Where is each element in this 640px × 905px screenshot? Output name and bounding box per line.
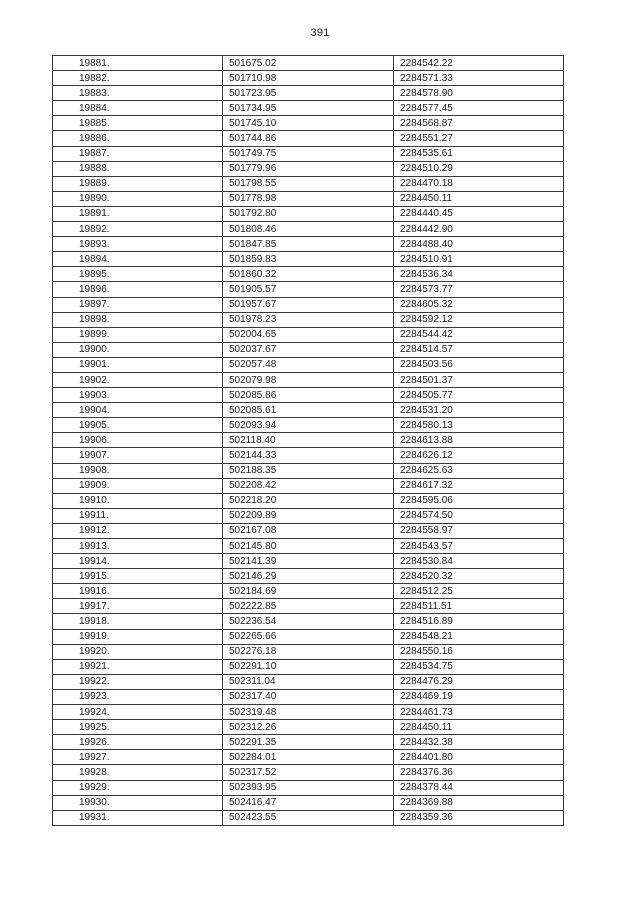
y-coordinate-cell: 2284550.16 (394, 644, 564, 659)
y-coordinate-cell: 2284536.34 (394, 267, 564, 282)
point-number-cell: 19920. (53, 644, 223, 659)
table-row (53, 101, 564, 116)
y-coordinate-cell: 2284613.88 (394, 433, 564, 448)
point-number-cell: 19903. (53, 388, 223, 403)
point-number-cell: 19917. (53, 599, 223, 614)
table-row (53, 206, 564, 221)
x-coordinate-cell: 502276.18 (223, 644, 394, 659)
y-coordinate-cell: 2284534.75 (394, 659, 564, 674)
table-row (53, 614, 564, 629)
x-coordinate-cell: 501957.67 (223, 297, 394, 312)
table-row (53, 659, 564, 674)
y-coordinate-cell: 2284514.57 (394, 342, 564, 357)
point-number-cell: 19930. (53, 795, 223, 810)
x-coordinate-cell: 502184.69 (223, 584, 394, 599)
x-coordinate-cell: 502312.26 (223, 720, 394, 735)
x-coordinate-cell: 501723.95 (223, 86, 394, 101)
y-coordinate-cell: 2284626.12 (394, 448, 564, 463)
x-coordinate-cell: 502222.85 (223, 599, 394, 614)
y-coordinate-cell: 2284488.40 (394, 237, 564, 252)
x-coordinate-cell: 501792.80 (223, 206, 394, 221)
point-number-cell: 19916. (53, 584, 223, 599)
x-coordinate-cell: 502085.86 (223, 388, 394, 403)
table-row (53, 71, 564, 86)
x-coordinate-cell: 501798.55 (223, 176, 394, 191)
x-coordinate-cell: 502145.80 (223, 539, 394, 554)
x-coordinate-cell: 502416.47 (223, 795, 394, 810)
y-coordinate-cell: 2284548.21 (394, 629, 564, 644)
x-coordinate-cell: 501675.02 (223, 56, 394, 71)
table-row (53, 342, 564, 357)
table-row (53, 357, 564, 372)
x-coordinate-cell: 502291.10 (223, 659, 394, 674)
x-coordinate-cell: 502004.65 (223, 327, 394, 342)
point-number-cell: 19888. (53, 161, 223, 176)
point-number-cell: 19904. (53, 403, 223, 418)
y-coordinate-cell: 2284551.27 (394, 131, 564, 146)
table-row (53, 146, 564, 161)
table-row (53, 388, 564, 403)
x-coordinate-cell: 501779.96 (223, 161, 394, 176)
table-row (53, 554, 564, 569)
y-coordinate-cell: 2284571.33 (394, 71, 564, 86)
y-coordinate-cell: 2284617.32 (394, 478, 564, 493)
table-row (53, 327, 564, 342)
point-number-cell: 19921. (53, 659, 223, 674)
point-number-cell: 19909. (53, 478, 223, 493)
point-number-cell: 19897. (53, 297, 223, 312)
y-coordinate-cell: 2284544.42 (394, 327, 564, 342)
x-coordinate-cell: 501778.98 (223, 191, 394, 206)
y-coordinate-cell: 2284605.32 (394, 297, 564, 312)
y-coordinate-cell: 2284432.38 (394, 735, 564, 750)
point-number-cell: 19929. (53, 780, 223, 795)
point-number-cell: 19915. (53, 569, 223, 584)
y-coordinate-cell: 2284578.90 (394, 86, 564, 101)
point-number-cell: 19883. (53, 86, 223, 101)
x-coordinate-cell: 501749.75 (223, 146, 394, 161)
point-number-cell: 19907. (53, 448, 223, 463)
point-number-cell: 19922. (53, 674, 223, 689)
table-row (53, 312, 564, 327)
y-coordinate-cell: 2284592.12 (394, 312, 564, 327)
y-coordinate-cell: 2284573.77 (394, 282, 564, 297)
y-coordinate-cell: 2284501.37 (394, 372, 564, 387)
x-coordinate-cell: 502079.98 (223, 372, 394, 387)
x-coordinate-cell: 502037.67 (223, 342, 394, 357)
table-row (53, 599, 564, 614)
table-row (53, 282, 564, 297)
point-number-cell: 19931. (53, 810, 223, 825)
point-number-cell: 19900. (53, 342, 223, 357)
y-coordinate-cell: 2284510.29 (394, 161, 564, 176)
table-row (53, 222, 564, 237)
point-number-cell: 19918. (53, 614, 223, 629)
y-coordinate-cell: 2284574.50 (394, 508, 564, 523)
coordinates-table (52, 55, 564, 826)
y-coordinate-cell: 2284595.06 (394, 493, 564, 508)
y-coordinate-cell: 2284369.88 (394, 795, 564, 810)
table-row (53, 644, 564, 659)
table-row (53, 86, 564, 101)
table-row (53, 116, 564, 131)
table-row (53, 56, 564, 71)
point-number-cell: 19881. (53, 56, 223, 71)
x-coordinate-cell: 502146.29 (223, 569, 394, 584)
y-coordinate-cell: 2284505.77 (394, 388, 564, 403)
table-row (53, 191, 564, 206)
point-number-cell: 19891. (53, 206, 223, 221)
y-coordinate-cell: 2284401.80 (394, 750, 564, 765)
table-row (53, 252, 564, 267)
point-number-cell: 19889. (53, 176, 223, 191)
table-row (53, 508, 564, 523)
point-number-cell: 19926. (53, 735, 223, 750)
point-number-cell: 19887. (53, 146, 223, 161)
x-coordinate-cell: 502167.08 (223, 523, 394, 538)
page-number: 391 (310, 27, 330, 39)
point-number-cell: 19928. (53, 765, 223, 780)
table-row (53, 267, 564, 282)
x-coordinate-cell: 502085.61 (223, 403, 394, 418)
point-number-cell: 19912. (53, 523, 223, 538)
point-number-cell: 19910. (53, 493, 223, 508)
table-row (53, 795, 564, 810)
y-coordinate-cell: 2284378.44 (394, 780, 564, 795)
y-coordinate-cell: 2284359.36 (394, 810, 564, 825)
table-row (53, 403, 564, 418)
y-coordinate-cell: 2284512.25 (394, 584, 564, 599)
x-coordinate-cell: 502393.95 (223, 780, 394, 795)
point-number-cell: 19899. (53, 327, 223, 342)
y-coordinate-cell: 2284476.29 (394, 674, 564, 689)
y-coordinate-cell: 2284440.45 (394, 206, 564, 221)
point-number-cell: 19896. (53, 282, 223, 297)
table-row (53, 584, 564, 599)
x-coordinate-cell: 502236.54 (223, 614, 394, 629)
x-coordinate-cell: 501808.46 (223, 222, 394, 237)
x-coordinate-cell: 502284.01 (223, 750, 394, 765)
y-coordinate-cell: 2284511.51 (394, 599, 564, 614)
table-row (53, 810, 564, 825)
x-coordinate-cell: 502057.48 (223, 357, 394, 372)
table-row (53, 720, 564, 735)
table-row (53, 237, 564, 252)
x-coordinate-cell: 501847.85 (223, 237, 394, 252)
y-coordinate-cell: 2284450.11 (394, 720, 564, 735)
x-coordinate-cell: 502208.42 (223, 478, 394, 493)
x-coordinate-cell: 501734.95 (223, 101, 394, 116)
x-coordinate-cell: 502311.04 (223, 674, 394, 689)
x-coordinate-cell: 502141.39 (223, 554, 394, 569)
table-body (53, 56, 564, 826)
table-row (53, 493, 564, 508)
x-coordinate-cell: 501859.83 (223, 252, 394, 267)
table-row (53, 131, 564, 146)
y-coordinate-cell: 2284520.32 (394, 569, 564, 584)
y-coordinate-cell: 2284542.22 (394, 56, 564, 71)
point-number-cell: 19913. (53, 539, 223, 554)
y-coordinate-cell: 2284535.61 (394, 146, 564, 161)
table-row (53, 674, 564, 689)
x-coordinate-cell: 502265.66 (223, 629, 394, 644)
x-coordinate-cell: 502093.94 (223, 418, 394, 433)
x-coordinate-cell: 502317.40 (223, 689, 394, 704)
x-coordinate-cell: 501978.23 (223, 312, 394, 327)
table-row (53, 478, 564, 493)
point-number-cell: 19901. (53, 357, 223, 372)
point-number-cell: 19908. (53, 463, 223, 478)
x-coordinate-cell: 501905.57 (223, 282, 394, 297)
y-coordinate-cell: 2284469.19 (394, 689, 564, 704)
point-number-cell: 19886. (53, 131, 223, 146)
point-number-cell: 19894. (53, 252, 223, 267)
x-coordinate-cell: 502319.48 (223, 705, 394, 720)
point-number-cell: 19884. (53, 101, 223, 116)
y-coordinate-cell: 2284530.84 (394, 554, 564, 569)
table-row (53, 372, 564, 387)
x-coordinate-cell: 502423.55 (223, 810, 394, 825)
point-number-cell: 19914. (53, 554, 223, 569)
point-number-cell: 19924. (53, 705, 223, 720)
x-coordinate-cell: 502209.89 (223, 508, 394, 523)
table-row (53, 297, 564, 312)
point-number-cell: 19906. (53, 433, 223, 448)
x-coordinate-cell: 501745.10 (223, 116, 394, 131)
y-coordinate-cell: 2284376.36 (394, 765, 564, 780)
y-coordinate-cell: 2284558.97 (394, 523, 564, 538)
y-coordinate-cell: 2284461.73 (394, 705, 564, 720)
point-number-cell: 19911. (53, 508, 223, 523)
point-number-cell: 19882. (53, 71, 223, 86)
table-row (53, 735, 564, 750)
table-row (53, 418, 564, 433)
table-row (53, 705, 564, 720)
point-number-cell: 19925. (53, 720, 223, 735)
table-row (53, 629, 564, 644)
y-coordinate-cell: 2284568.87 (394, 116, 564, 131)
x-coordinate-cell: 502188.35 (223, 463, 394, 478)
x-coordinate-cell: 502144.33 (223, 448, 394, 463)
point-number-cell: 19898. (53, 312, 223, 327)
table-row (53, 161, 564, 176)
x-coordinate-cell: 501710.98 (223, 71, 394, 86)
table-row (53, 569, 564, 584)
point-number-cell: 19905. (53, 418, 223, 433)
y-coordinate-cell: 2284531.20 (394, 403, 564, 418)
x-coordinate-cell: 501860.32 (223, 267, 394, 282)
point-number-cell: 19927. (53, 750, 223, 765)
point-number-cell: 19895. (53, 267, 223, 282)
table-row (53, 463, 564, 478)
y-coordinate-cell: 2284577.45 (394, 101, 564, 116)
point-number-cell: 19923. (53, 689, 223, 704)
point-number-cell: 19892. (53, 222, 223, 237)
point-number-cell: 19919. (53, 629, 223, 644)
y-coordinate-cell: 2284470.18 (394, 176, 564, 191)
y-coordinate-cell: 2284516.89 (394, 614, 564, 629)
y-coordinate-cell: 2284543.57 (394, 539, 564, 554)
y-coordinate-cell: 2284625.63 (394, 463, 564, 478)
point-number-cell: 19902. (53, 372, 223, 387)
point-number-cell: 19885. (53, 116, 223, 131)
x-coordinate-cell: 501744.86 (223, 131, 394, 146)
y-coordinate-cell: 2284510.91 (394, 252, 564, 267)
point-number-cell: 19893. (53, 237, 223, 252)
table-row (53, 523, 564, 538)
table-row (53, 780, 564, 795)
table-row (53, 448, 564, 463)
point-number-cell: 19890. (53, 191, 223, 206)
table-row (53, 750, 564, 765)
table-row (53, 176, 564, 191)
y-coordinate-cell: 2284442.90 (394, 222, 564, 237)
table-row (53, 765, 564, 780)
x-coordinate-cell: 502218.20 (223, 493, 394, 508)
y-coordinate-cell: 2284450.11 (394, 191, 564, 206)
y-coordinate-cell: 2284503.56 (394, 357, 564, 372)
table-row (53, 539, 564, 554)
y-coordinate-cell: 2284580.13 (394, 418, 564, 433)
table-row (53, 433, 564, 448)
x-coordinate-cell: 502291.35 (223, 735, 394, 750)
table-row (53, 689, 564, 704)
x-coordinate-cell: 502118.40 (223, 433, 394, 448)
x-coordinate-cell: 502317.52 (223, 765, 394, 780)
